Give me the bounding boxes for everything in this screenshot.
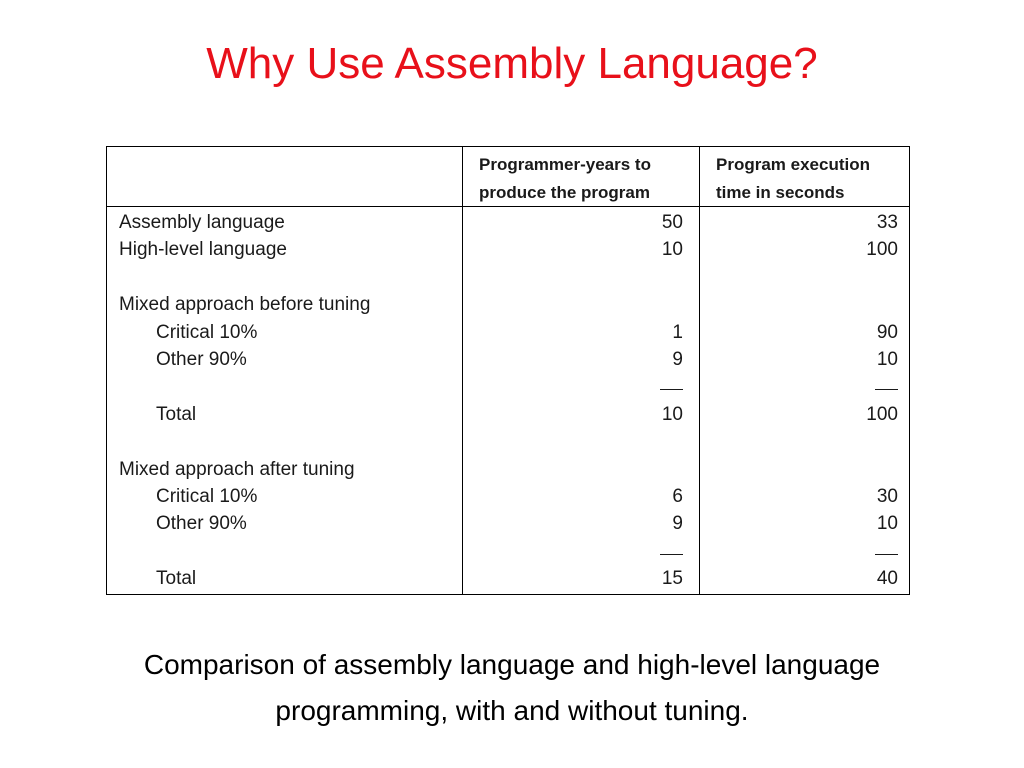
row-years: 9 xyxy=(672,348,683,370)
table-row xyxy=(107,291,909,318)
row-years: 1 xyxy=(672,321,683,343)
row-years: 10 xyxy=(661,239,683,261)
row-label: Mixed approach before tuning xyxy=(119,294,371,316)
comparison-table xyxy=(106,146,910,595)
row-seconds: 100 xyxy=(866,403,898,425)
row-years: 50 xyxy=(661,212,683,233)
sum-rule xyxy=(875,554,898,555)
table-row xyxy=(107,456,909,483)
header-programmer-years xyxy=(479,151,694,207)
header-execution-time-line2: time in seconds xyxy=(716,183,845,202)
table-row xyxy=(107,346,909,373)
table-row-blank xyxy=(107,264,909,291)
header-programmer-years-line2: produce the program xyxy=(479,183,650,202)
row-label: Mixed approach after tuning xyxy=(119,458,355,480)
row-label: Total xyxy=(156,403,197,425)
row-label: Critical 10% xyxy=(156,321,258,343)
row-seconds: 90 xyxy=(876,321,898,343)
row-seconds: 33 xyxy=(876,212,898,233)
row-label: Other 90% xyxy=(156,513,247,535)
table-row xyxy=(107,483,909,510)
table-row xyxy=(107,510,909,537)
row-label: Critical 10% xyxy=(156,485,258,507)
header-execution-time xyxy=(716,151,906,207)
sum-rule xyxy=(875,389,898,390)
table-caption xyxy=(0,642,1024,734)
table-row xyxy=(107,236,909,263)
row-label: Assembly language xyxy=(119,212,285,233)
row-years: 6 xyxy=(672,485,683,507)
row-label: Other 90% xyxy=(156,348,247,370)
row-years: 10 xyxy=(661,403,683,425)
header-execution-time-line1: Program execution xyxy=(716,155,870,174)
sum-rule-row xyxy=(107,538,909,565)
sum-rule xyxy=(660,389,683,390)
sum-rule-row xyxy=(107,373,909,400)
row-seconds: 10 xyxy=(876,348,898,370)
row-years: 15 xyxy=(661,568,683,590)
row-seconds: 10 xyxy=(876,513,898,535)
sum-rule xyxy=(660,554,683,555)
table-row xyxy=(107,209,909,236)
table-body xyxy=(107,209,909,592)
slide-title: Why Use Assembly Language? xyxy=(206,39,818,88)
caption-line1: Comparison of assembly language and high-level language xyxy=(143,649,881,680)
row-years: 9 xyxy=(672,513,683,535)
row-label: High-level language xyxy=(119,239,287,261)
row-label: Total xyxy=(156,568,197,590)
table-row-total xyxy=(107,565,909,592)
table-row-total xyxy=(107,401,909,428)
row-seconds: 100 xyxy=(866,239,898,261)
table-row-blank xyxy=(107,428,909,455)
header-programmer-years-line1: Programmer-years to xyxy=(479,155,651,174)
row-seconds: 30 xyxy=(876,485,898,507)
table-row xyxy=(107,319,909,346)
row-seconds: 40 xyxy=(876,568,898,590)
caption-line2: programming, with and without tuning. xyxy=(275,695,749,726)
